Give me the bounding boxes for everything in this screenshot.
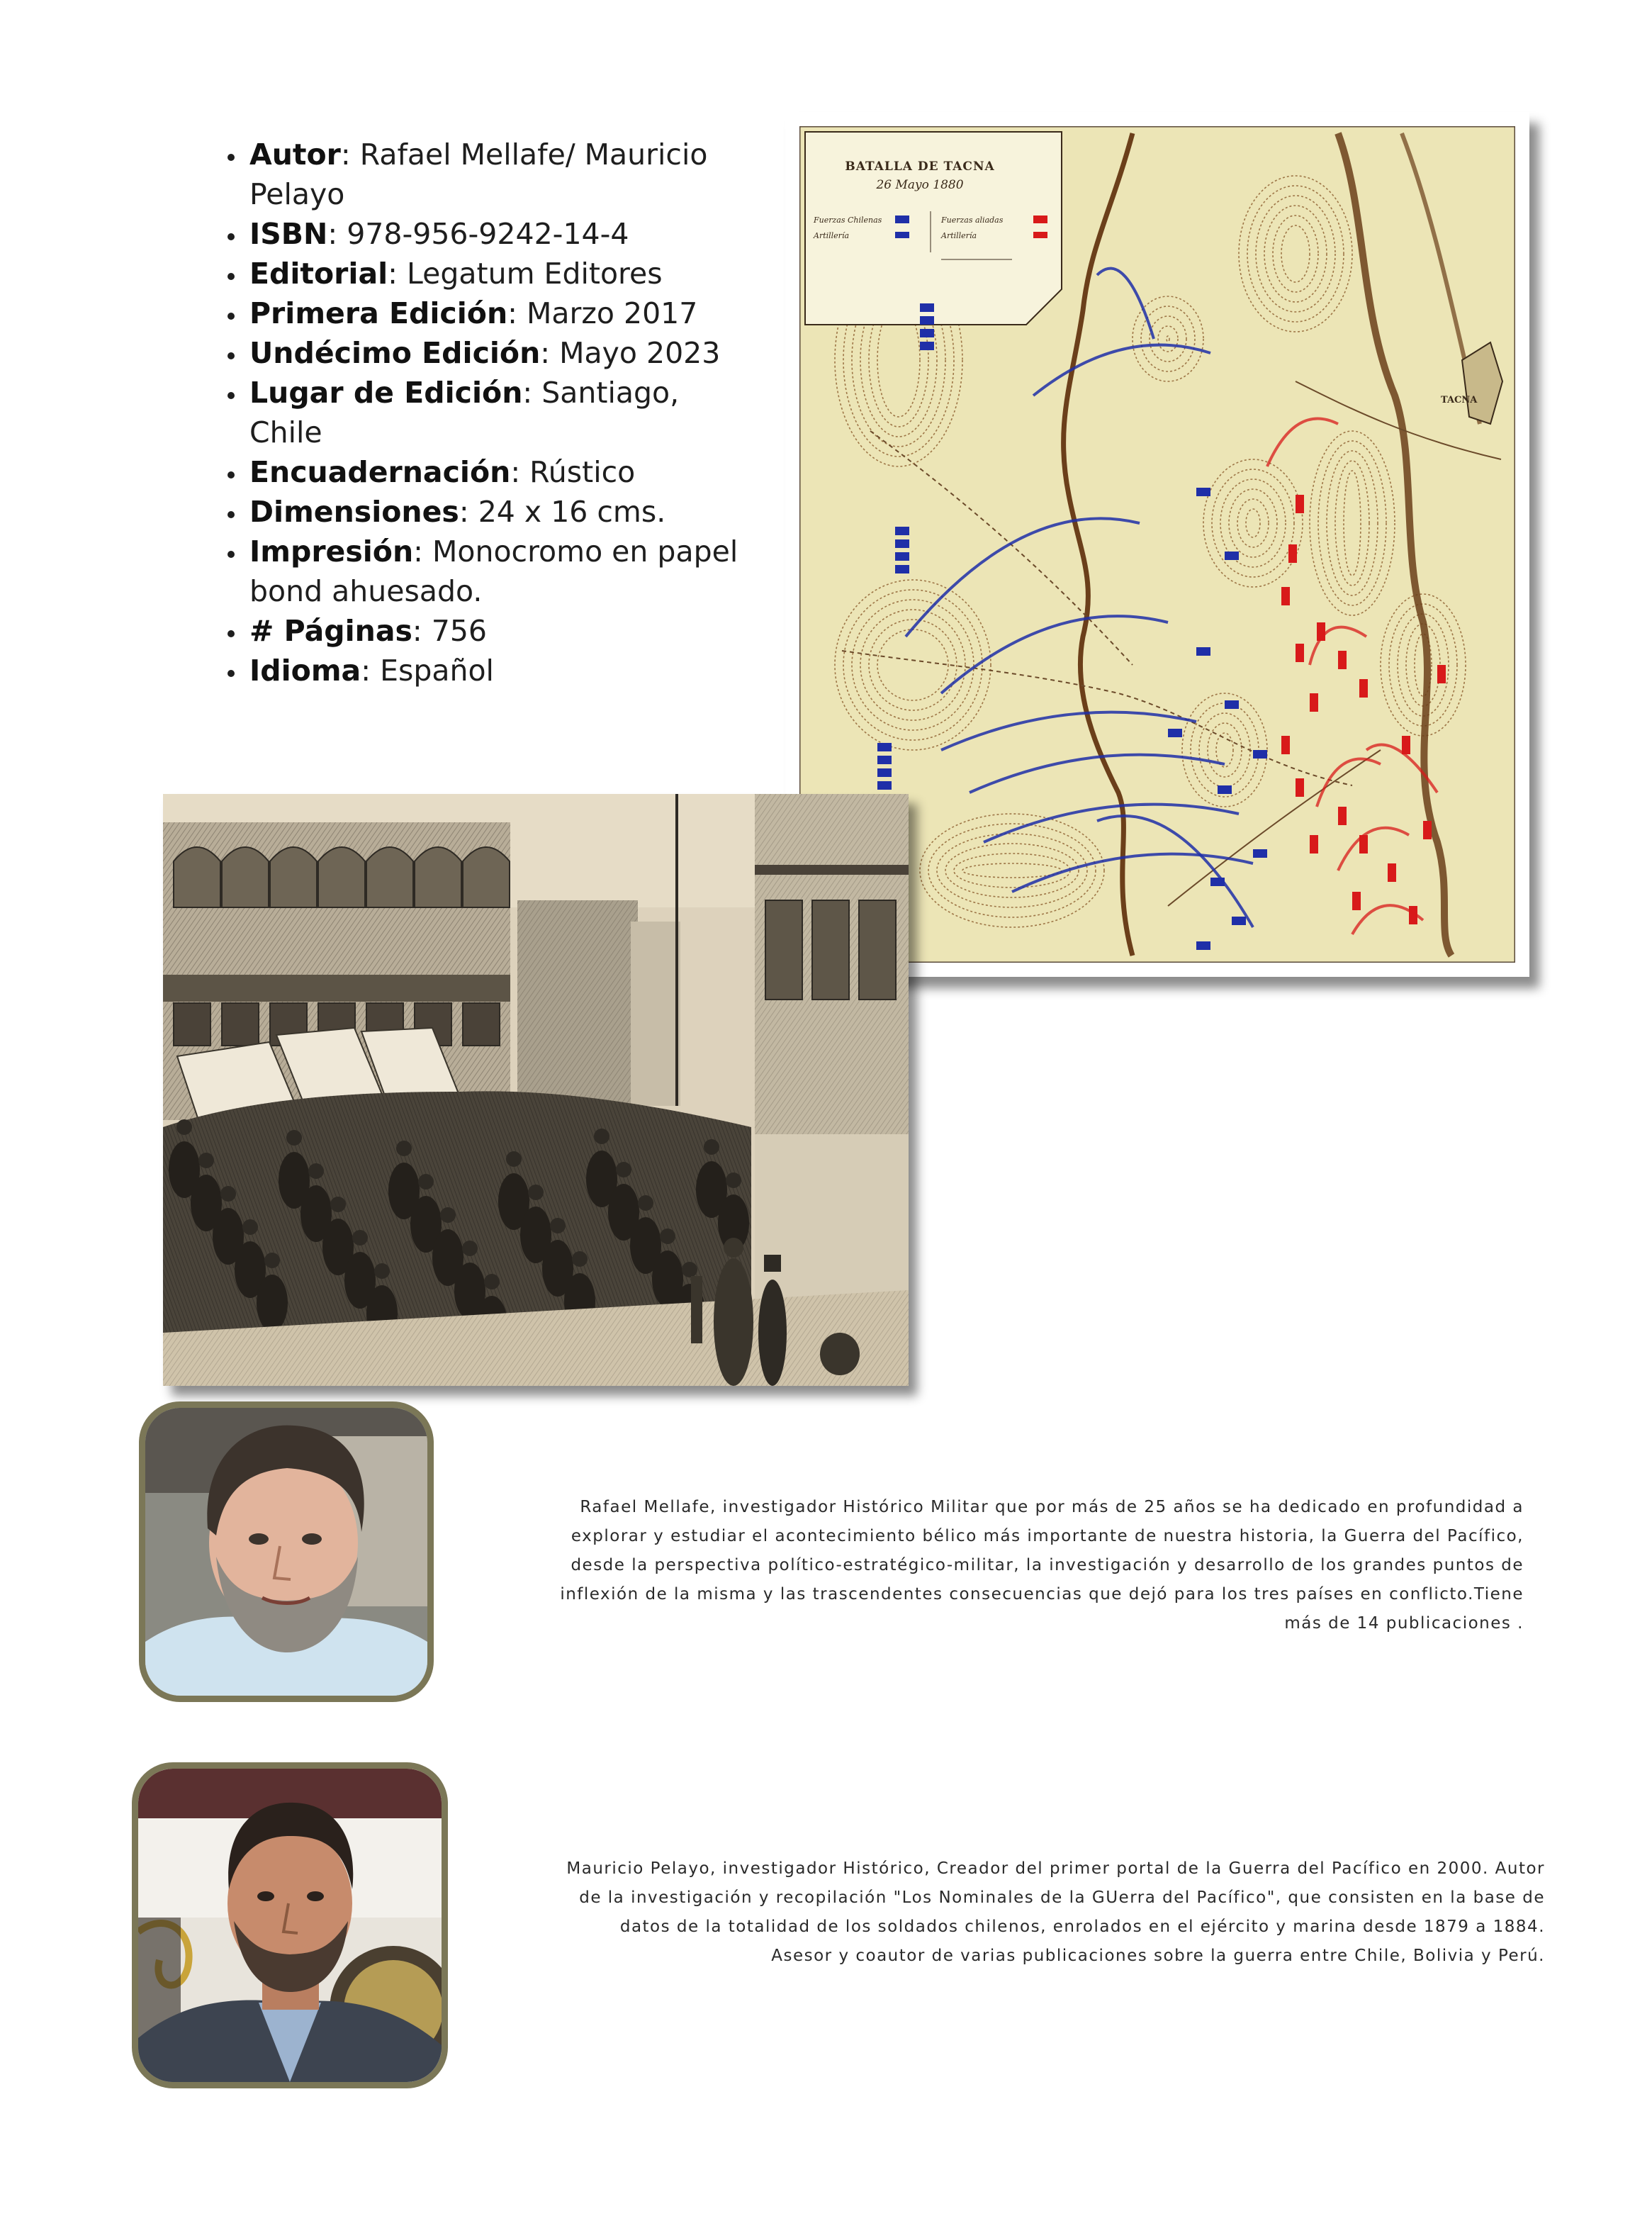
spec-item bbox=[247, 135, 743, 214]
spec-label: Editorial bbox=[249, 257, 388, 291]
spec-label: Primera Edición bbox=[249, 296, 508, 330]
spec-value: : Español bbox=[361, 654, 494, 688]
spec-label: Impresión bbox=[249, 535, 414, 569]
map-legend-chile-forces: Fuerzas Chilenas bbox=[814, 216, 882, 225]
spec-item bbox=[247, 214, 743, 254]
spec-label: Undécimo Edición bbox=[249, 336, 541, 370]
book-specs-list bbox=[213, 135, 743, 690]
historical-engraving-image bbox=[163, 794, 909, 1386]
spec-value: : Marzo 2017 bbox=[507, 296, 698, 330]
spec-item bbox=[247, 293, 743, 333]
bio-rafael-mellafe: Rafael Mellafe, investigador Histórico Militar que por más de 25 años se ha dedicado en profundidad a explorar y estudiar el acontecimiento bélico más importante de nuestra historia, la Guerra del Pacífico, desde la perspectiva político-estratégico-militar, la investigación y desarrollo de los grandes puntos de inflexión de la misma y las trascendentes consecuencias que dejó para los tres países en conflicto.Tiene más de 14 publicaciones . bbox=[560, 1498, 1524, 1633]
map-city-label: TACNA bbox=[1441, 395, 1478, 405]
map-legend-chile-artillery: Artillería bbox=[814, 231, 850, 240]
spec-value: : Monocromo en papel bond ahuesado. bbox=[249, 535, 738, 608]
spec-label: Encuadernación bbox=[249, 455, 511, 489]
spec-value: : Santiago, Chile bbox=[249, 376, 680, 449]
map-title: BATALLA DE TACNA bbox=[845, 160, 995, 174]
spec-value: : Mayo 2023 bbox=[540, 336, 721, 370]
spec-value: : Rafael Mellafe/ Mauricio Pelayo bbox=[249, 138, 708, 211]
spec-value: : 978-956-9242-14-4 bbox=[327, 217, 629, 251]
spec-item bbox=[247, 333, 743, 373]
portrait-mauricio-pelayo bbox=[132, 1762, 448, 2088]
spec-item bbox=[247, 611, 743, 651]
spec-label: # Páginas bbox=[249, 614, 412, 648]
map-legend-allied-artillery: Artillería bbox=[941, 231, 977, 240]
map-date: 26 Mayo 1880 bbox=[876, 178, 964, 192]
map-legend-allied-forces: Fuerzas aliadas bbox=[941, 216, 1004, 225]
spec-label: Autor bbox=[249, 138, 341, 172]
spec-label: ISBN bbox=[249, 217, 328, 251]
spec-value: : Rústico bbox=[510, 455, 636, 489]
spec-item bbox=[247, 254, 743, 293]
spec-item bbox=[247, 532, 743, 611]
spec-value: : Legatum Editores bbox=[388, 257, 663, 291]
spec-value: : 24 x 16 cms. bbox=[459, 495, 666, 529]
spec-item bbox=[247, 492, 743, 532]
spec-item bbox=[247, 373, 743, 452]
spec-label: Idioma bbox=[249, 654, 361, 688]
spec-label: Lugar de Edición bbox=[249, 376, 523, 410]
bio-mauricio-pelayo: Mauricio Pelayo, investigador Histórico, Creador del primer portal de la Guerra del Pacífico en 2000. Autor de la investigación y recopilación "Los Nominales de la GUerra del Pacífico", que consisten en la base de datos de la totalidad de los soldados chilenos, enrolados en el ejército y marina desde 1879 a 1884. Asesor y coautor de varias publicaciones sobre la guerra entre Chile, Bolivia y Perú. bbox=[566, 1859, 1545, 1965]
portrait-rafael-mellafe bbox=[139, 1401, 434, 1702]
spec-label: Dimensiones bbox=[249, 495, 459, 529]
spec-item bbox=[247, 651, 743, 690]
spec-item bbox=[247, 452, 743, 492]
spec-value: : 756 bbox=[412, 614, 488, 648]
